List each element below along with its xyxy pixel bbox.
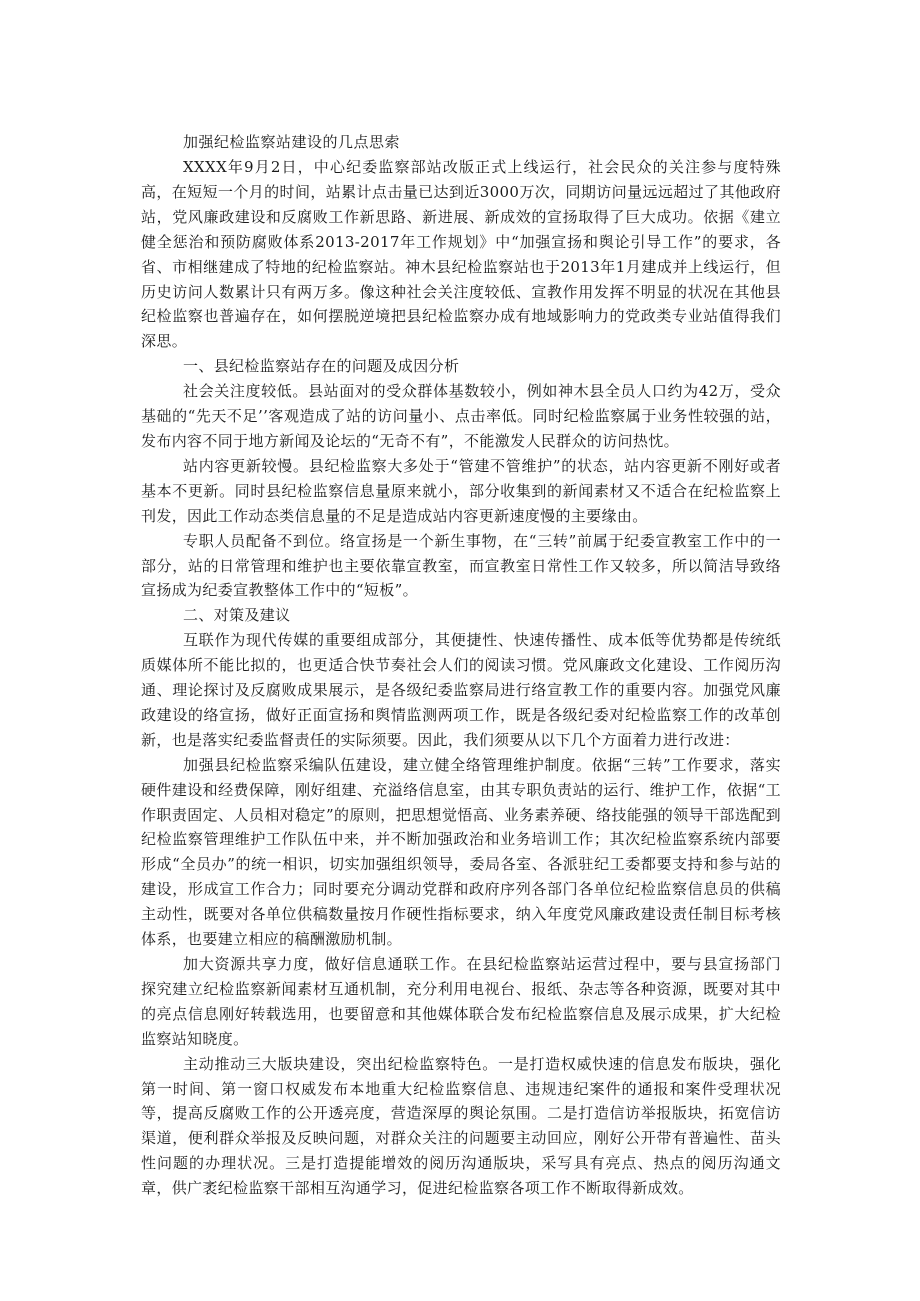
section-2-paragraph-2: 加强县纪检监察采编队伍建设，建立健全络管理维护制度。依据“三转”工作要求，落实硬件建设和经费保障，刚好组建、充溢络信息室，由其专职负责站的运行、维护工作，依据“工作职责固定、人员相对稳定”的原则，把思想觉悟高、业务素养硬、络技能强的领导干部选配到纪检监察管理维护工作队伍中来，并不断加强政治和业务培训工作；其次纪检监察系统内部要形成“全员办”的统一相识，切实加强组织领导，委局各室、各派驻纪工委都要支持和参与站的建设，形成宣工作合力；同时要充分调动党群和政府序列各部门各单位纪检监察信息员的供稿主动性，既要对各单位供稿数量按月作硬性指标要求，纳入年度党风廉政建设责任制目标考核体系，也要建立相应的稿酬激励机制。	[141, 755, 781, 949]
section-2-paragraph-1: 互联作为现代传媒的重要组成部分，其便捷性、快速传播性、成本低等优势都是传统纸质媒体所不能比拟的，也更适合快节奏社会人们的阅读习惯。党风廉政文化建设、工作阅历沟通、理论探讨及反腐败成果展示，是各级纪委监察局进行络宣教工作的重要内容。加强党风廉政建设的络宣扬，做好正面宣扬和舆情监测两项工作，既是各级纪委对纪检监察工作的改革创新，也是落实纪委监督责任的实际须要。因此，我们须要从以下几个方面着力进行改进：	[141, 631, 781, 749]
document-page	[141, 130, 781, 1201]
section-2-heading: 二、对策及建议	[183, 606, 291, 625]
section-2-paragraph-4: 主动推动三大版块建设，突出纪检监察特色。一是打造权威快速的信息发布版块，强化第一时间、第一窗口权威发布本地重大纪检监察信息、违规违纪案件的通报和案件受理状况等，提高反腐败工作的公开透亮度，营造深厚的舆论氛围。二是打造信访举报版块，拓宽信访渠道，便利群众举报及反映问题，对群众关注的问题要主动回应，刚好公开带有普遍性、苗头性问题的办理状况。三是打造提能增效的阅历沟通版块，采写具有亮点、热点的阅历沟通文章，供广袤纪检监察干部相互沟通学习，促进纪检监察各项工作不断取得新成效。	[141, 1054, 781, 1198]
section-1-heading: 一、县纪检监察站存在的问题及成因分析	[183, 357, 460, 376]
section-2-paragraph-3: 加大资源共享力度，做好信息通联工作。在县纪检监察站运营过程中，要与县宣扬部门探究建立纪检监察新闻素材互通机制，充分利用电视台、报纸、杂志等各种资源，既要对其中的亮点信息刚好转载选用，也要留意和其他媒体联合发布纪检监察信息及展示成果，扩大纪检监察站知晓度。	[141, 955, 781, 1048]
intro-paragraph: XXXX年9月2日，中心纪委监察部站改版正式上线运行，社会民众的关注参与度特殊高，在短短一个月的时间，站累计点击量已达到近3000万次，同期访问量远远超过了其他政府站，党风廉政建设和反腐败工作新思路、新进展、新成效的宣扬取得了巨大成功。依据《建立健全惩治和预防腐败体系2013-2017年工作规划》中“加强宣扬和舆论引导工作”的要求，各省、市相继建成了特地的纪检监察站。神木县纪检监察站也于2013年1月建成并上线运行，但历史访问人数累计只有两万多。像这种社会关注度较低、宣教作用发挥不明显的状况在其他县纪检监察也普遍存在，如何摆脱逆境把县纪检监察办成有地域影响力的党政类专业站值得我们深思。	[141, 158, 781, 351]
section-1-paragraph-2: 站内容更新较慢。县纪检监察大多处于“管建不管维护”的状态，站内容更新不刚好或者基本不更新。同时县纪检监察信息量原来就小，部分收集到的新闻素材又不适合在纪检监察上刊发，因此工作动态类信息量的不足是造成站内容更新速度慢的主要缘由。	[141, 456, 781, 525]
section-1-paragraph-1: 社会关注度较低。县站面对的受众群体基数较小，例如神木县全员人口约为42万，受众基础的“先天不足’’客观造成了站的访问量小、点击率低。同时纪检监察属于业务性较强的站，发布内容不同于地方新闻及论坛的“无奇不有”，不能激发人民群众的访问热忱。	[141, 382, 781, 450]
section-1-paragraph-3: 专职人员配备不到位。络宣扬是一个新生事物，在“三转”前属于纪委宣教室工作中的一部分，站的日常管理和维护也主要依靠宣教室，而宣教室日常性工作又较多，所以简洁导致络宣扬成为纪委宣教整体工作中的“短板”。	[141, 531, 781, 600]
document-title: 加强纪检监察站建设的几点思索	[183, 133, 401, 151]
